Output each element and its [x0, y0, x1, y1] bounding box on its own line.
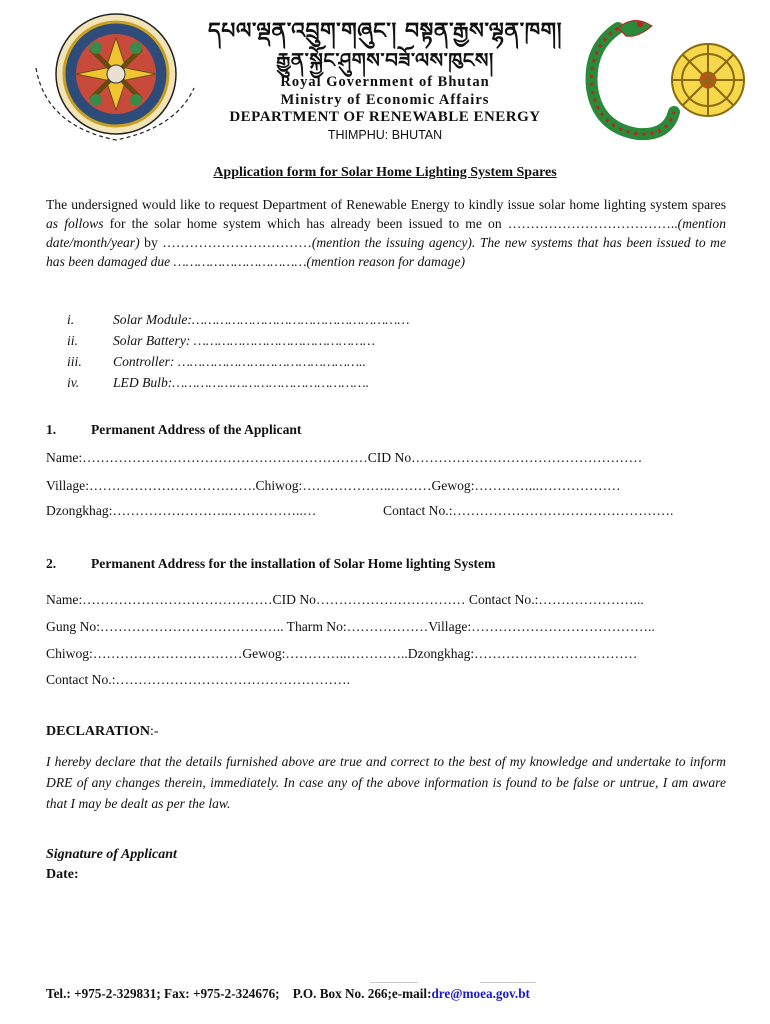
- install-name-cid-contact-field[interactable]: Name:……………………………………CID No…………………………… Contact No.:…………………...: [46, 592, 644, 607]
- install-gung-tharm-village-field[interactable]: Gung No:………………………………….. Tharm No:………………Village:…………………………………..: [46, 619, 655, 634]
- applicant-contact-field[interactable]: Contact No.:………………………………………….: [383, 503, 674, 518]
- government-name: Royal Government of Bhutan: [280, 74, 490, 90]
- date-label: Date:: [46, 867, 79, 882]
- footer-divider: [370, 982, 418, 983]
- department-name: DEPARTMENT OF RENEWABLE ENERGY: [229, 109, 541, 125]
- section2-title: Permanent Address for the installation of Solar Home lighting System: [91, 556, 496, 571]
- list-item: iv. LED Bulb:………………………………………….: [67, 375, 370, 390]
- dzongkha-title-line2: རྒྱུན་སྐྱོང་ཤུགས་བཟོ་ལས་ཁུངས།: [276, 48, 494, 72]
- intro-paragraph: The undersigned would like to request Department of Renewable Energy to kindly issue solar home lighting system spares as follows for the solar home system which has already been issued to me on ………………………………..(mention date/month/year) by ……………………………(mention the issuing agency). The new systems that has been issued to me has been damaged due ……………………………(mention reason for damage): [46, 197, 727, 269]
- spares-list: [67, 312, 587, 396]
- ministry-name: Ministry of Economic Affairs: [280, 92, 490, 108]
- footer-contact: Tel.: +975-2-329831; Fax: +975-2-324676; P.O. Box No. 266;e-mail:dre@moea.gov.bt: [46, 986, 530, 1001]
- email-link[interactable]: dre@moea.gov.bt: [431, 986, 530, 1001]
- section2-number: 2.: [46, 556, 57, 571]
- list-item: iii. Controller: ………………………………………..: [67, 354, 366, 369]
- applicant-dzongkhag-field[interactable]: Dzongkhag:……………………..……………..…: [46, 503, 317, 518]
- applicant-village-chiwog-gewog-field[interactable]: Village:……………………………….Chiwog:………………..………Gewog:…………...………………: [46, 478, 621, 493]
- footer-divider: [480, 982, 536, 983]
- signature-label: Signature of Applicant: [46, 847, 177, 862]
- list-item: i. Solar Module:………………………………………………: [67, 312, 410, 327]
- city-line: THIMPHU: BHUTAN: [327, 128, 443, 142]
- section1-title: Permanent Address of the Applicant: [91, 422, 302, 437]
- list-item: ii. Solar Battery: ………………………………………: [67, 333, 376, 348]
- install-contact-field[interactable]: Contact No.:…………………………………………….: [46, 672, 350, 687]
- declaration-heading: DECLARATION:-: [46, 724, 159, 739]
- declaration-text: I hereby declare that the details furnished above are true and correct to the best of my knowledge and undertake to inform DRE of any changes therein, immediately. In case any of the above information is found to be false or untrue, I am aware that I may be dealt as per the law.: [46, 754, 726, 811]
- form-title: Application form for Solar Home Lighting System Spares: [213, 165, 557, 180]
- applicant-name-cid-field[interactable]: Name:………………………………………………………CID No……………………………………………: [46, 450, 643, 465]
- install-chiwog-gewog-dzongkhag-field[interactable]: Chiwog:……………………………Gewog:…………..…………..Dzongkhag:………………………………: [46, 646, 638, 661]
- dzongkha-title-line1: དཔལ་ལྡན་འབྲུག་གཞུང་། བསྟན་རྒྱས་ལྷན་ཁག།: [208, 19, 562, 44]
- section1-number: 1.: [46, 422, 57, 437]
